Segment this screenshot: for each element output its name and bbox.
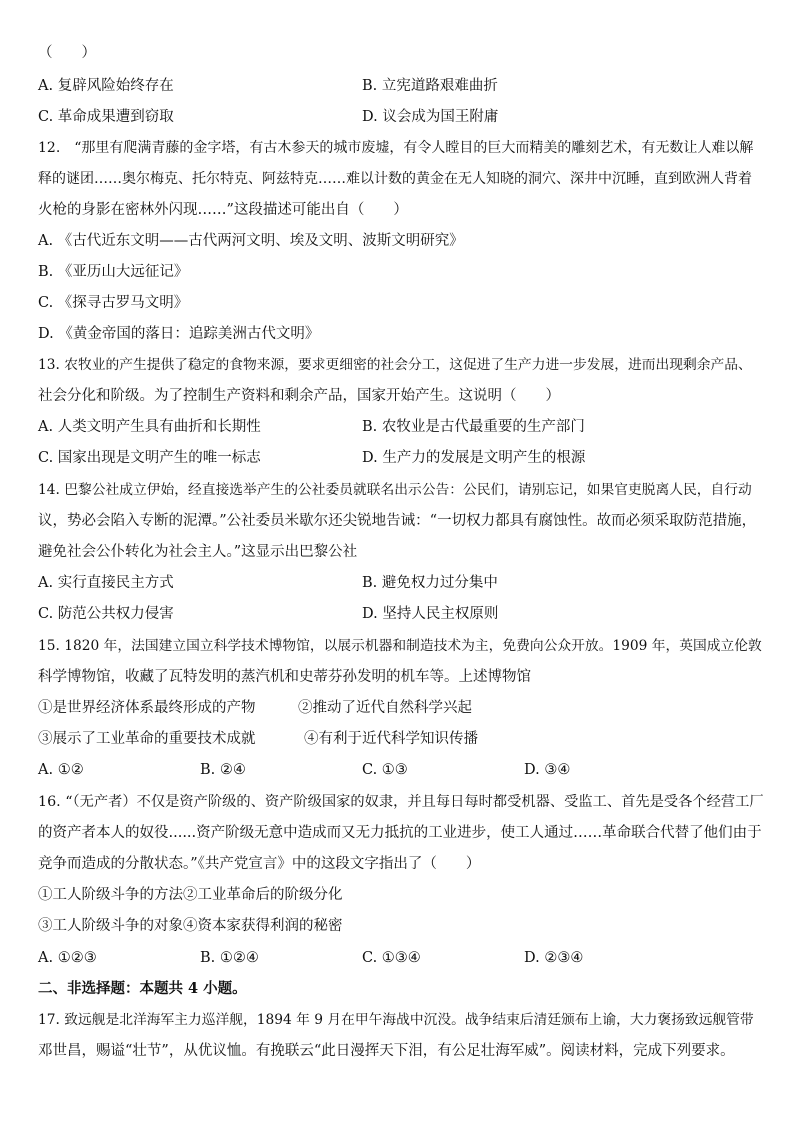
q15-option-d: D. ③④ (524, 762, 571, 778)
section-heading: 二、非选择题：本题共 4 小题。 (38, 980, 247, 997)
q15-option-a: A. ①② (38, 762, 84, 778)
q17-stem-line: 17. 致远舰是北洋海军主力巡洋舰，1894 年 9 月在甲午海战中沉没。战争结束后清廷颁布上谕，大力褒扬致远舰管带 (38, 1012, 754, 1028)
q15-stem-line: 科学博物馆，收藏了瓦特发明的蒸汽机和史蒂芬孙发明的机车等。上述博物馆 (38, 669, 531, 685)
q11-option-c: C. 革命成果遭到窃取 (38, 109, 174, 125)
q16-option-c: C. ①③④ (362, 950, 421, 966)
q11-option-b: B. 立宪道路艰难曲折 (362, 78, 498, 94)
q11-answer-bracket: （ ） (38, 45, 96, 61)
q14-option-c: C. 防范公共权力侵害 (38, 606, 174, 622)
q13-option-c: C. 国家出现是文明产生的唯一标志 (38, 450, 261, 466)
q12-stem-line: 火枪的身影在密林外闪现……”这段描述可能出自（ ） (38, 202, 408, 218)
q14-stem-line: 14. 巴黎公社成立伊始，经直接选举产生的公社委员就联名出示公告：公民们，请别忘记，如果官吏脱离人民，自行动 (38, 482, 752, 498)
q15-statement-4: ④有利于近代科学知识传播 (304, 731, 478, 747)
q12-stem-line: 释的谜团……奥尔梅克、托尔特克、阿兹特克……难以计数的黄金在无人知晓的洞穴、深井中沉睡，直到欧洲人背着 (38, 171, 752, 187)
q15-option-b: B. ②④ (200, 762, 246, 778)
q13-option-a: A. 人类文明产生具有曲折和长期性 (38, 419, 261, 435)
q16-statements: ③工人阶级斗争的对象④资本家获得利润的秘密 (38, 918, 343, 934)
q15-stem-line: 15. 1820 年，法国建立国立科学技术博物馆，以展示机器和制造技术为主，免费向公众开放。1909 年，英国成立伦敦 (38, 638, 762, 654)
q17-stem-line: 邓世昌，赐谥“壮节”，从优议恤。有挽联云“此日漫挥天下泪，有公足壮海军威”。阅读材料，完成下列要求。 (38, 1043, 735, 1059)
q14-option-d: D. 坚持人民主权原则 (362, 606, 499, 622)
q13-option-b: B. 农牧业是古代最重要的生产部门 (362, 419, 585, 435)
q13-stem-line: 社会分化和阶级。为了控制生产资料和剩余产品，国家开始产生。这说明（ ） (38, 388, 560, 404)
q13-option-d: D. 生产力的发展是文明产生的根源 (362, 450, 586, 466)
q16-option-a: A. ①②③ (38, 950, 97, 966)
q14-option-a: A. 实行直接民主方式 (38, 575, 174, 591)
q16-stem-line: 16. “（无产者）不仅是资产阶级的、资产阶级国家的奴隶，并且每日每时都受机器、受监工、首先是受各个经营工厂 (38, 794, 764, 810)
q14-stem-line: 议，势必会陷入专断的泥潭。”公社委员米歇尔还尖锐地告诫：“一切权力都具有腐蚀性。故而必须采取防范措施， (38, 513, 757, 529)
q15-statement-1: ①是世界经济体系最终形成的产物 (38, 700, 256, 716)
q16-stem-line: 竞争而造成的分散状态。”《共产党宣言》中的这段文字指出了（ ） (38, 856, 481, 872)
q16-option-d: D. ②③④ (524, 950, 584, 966)
q11-option-a: A. 复辟风险始终存在 (38, 78, 174, 94)
q15-option-c: C. ①③ (362, 762, 408, 778)
q12-option-c: C. 《探寻古罗马文明》 (38, 295, 189, 311)
q15-statement-2: ②推动了近代自然科学兴起 (298, 700, 472, 716)
q16-statements: ①工人阶级斗争的方法②工业革命后的阶级分化 (38, 887, 343, 903)
q16-option-b: B. ①②④ (200, 950, 259, 966)
q11-option-d: D. 议会成为国王附庸 (362, 109, 499, 125)
q13-stem-line: 13. 农牧业的产生提供了稳定的食物来源，要求更细密的社会分工，这促进了生产力进一步发展，进而出现剩余产品、 (38, 357, 752, 373)
q12-option-b: B. 《亚历山大远征记》 (38, 264, 189, 280)
q16-stem-line: 的资产者本人的奴役......资产阶级无意中造成而又无力抵抗的工业进步，使工人通过……革命联合代替了他们由于 (38, 825, 762, 841)
q14-stem-line: 避免社会公仆转化为社会主人。”这显示出巴黎公社 (38, 544, 358, 560)
q15-statement-3: ③展示了工业革命的重要技术成就 (38, 731, 256, 747)
q12-stem-line: 12. “那里有爬满青藤的金字塔，有古木参天的城市废墟，有令人瞠目的巨大而精美的雕刻艺术，有无数让人难以解 (38, 140, 754, 156)
q14-option-b: B. 避免权力过分集中 (362, 575, 498, 591)
q12-option-a: A. 《古代近东文明——古代两河文明、埃及文明、波斯文明研究》 (38, 233, 464, 249)
q12-option-d: D. 《黄金帝国的落日：追踪美洲古代文明》 (38, 326, 320, 342)
